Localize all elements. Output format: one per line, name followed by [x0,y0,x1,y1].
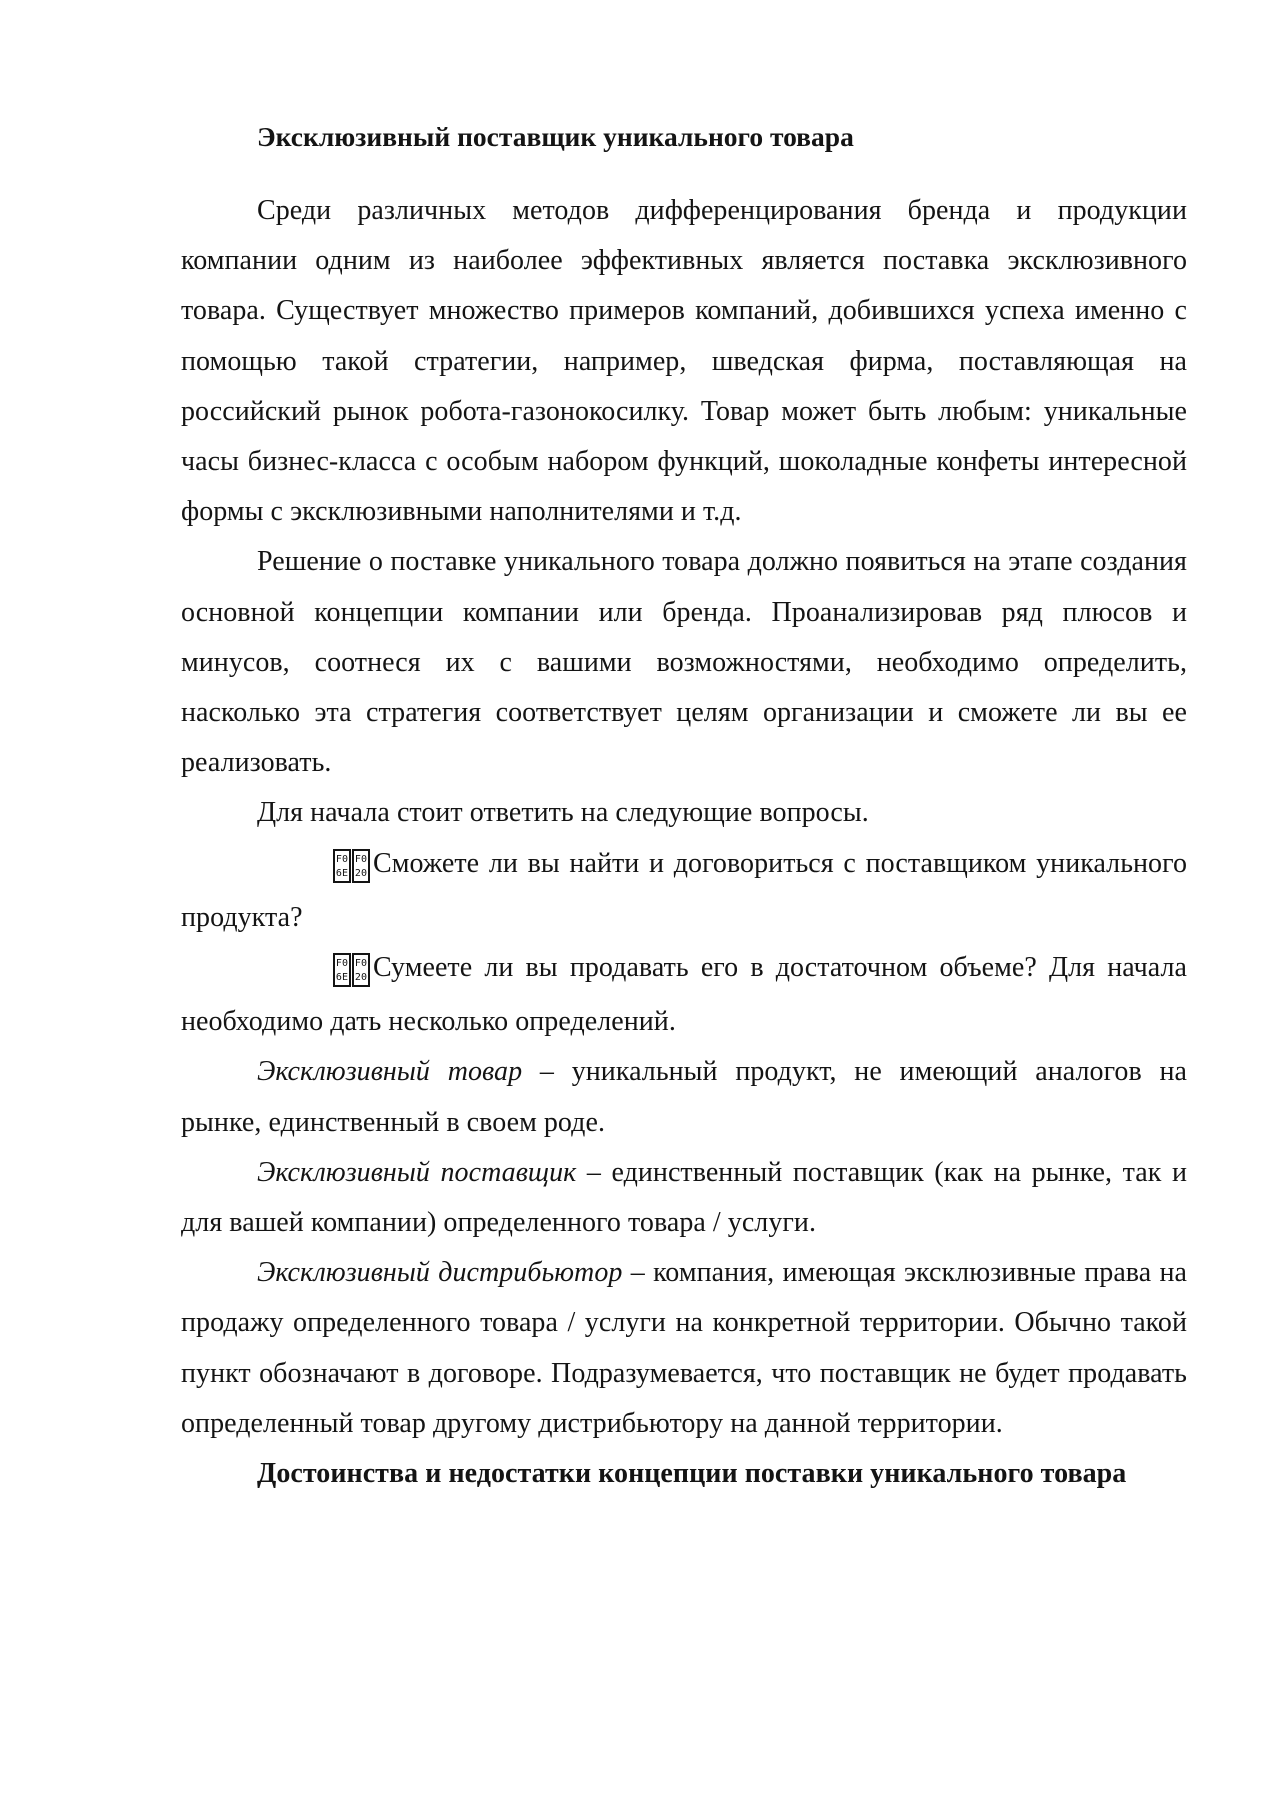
definition-text: – уникальный продукт, не имеющий аналогов на рынке, единственный в своем роде. [181,1056,1187,1138]
missing-glyph-box: F0 6E [333,953,351,987]
document-body [181,112,1187,1499]
definition-term: Эксклюзивный дистрибьютор [257,1257,623,1289]
definition-text: – единственный поставщик (как на рынке, так и для вашей компании) определенного товара / услуги. [181,1156,1187,1239]
definition-exclusive-product [181,1047,1187,1147]
bullet-item [181,839,1187,943]
bullet-item [181,943,1187,1047]
definition-text: – компания, имеющая эксклюзивные права на продажу определенного товара / услуги на конкретной территории. Обычно такой пункт обозначают в договоре. Подразумевается, что поставщик не будет продавать определенный товар другому дистрибьютору на данной территории. [181,1257,1187,1439]
bullet-text: Сумеете ли вы продавать его в достаточном объеме? Для начала необходимо дать несколько определений. [181,952,1187,1038]
missing-glyph-box: F0 6E [333,849,351,883]
missing-glyph-box: F0 20 [352,953,370,987]
paragraph-intro: Среди различных методов дифференцирования бренда и продукции компании одним из наиболее эффективных является поставка эксклюзивного товара. Существует множество примеров компаний, добившихся успеха именно с помощью такой стратегии, например, шведская фирма, поставляющая на российский рынок робота-газонокосилку. Товар может быть любым: уникальные часы бизнес-класса с особым набором функций, шоколадные конфеты интересной формы с эксклюзивными наполнителями и т.д. [181,195,1187,528]
definition-exclusive-supplier [181,1148,1187,1248]
bullet-text: Сможете ли вы найти и договориться с поставщиком уникального продукта? [181,847,1187,933]
missing-glyph-icon [257,947,371,997]
missing-glyph-icon [257,843,371,893]
definition-exclusive-distributor [181,1248,1187,1449]
document-title: Эксклюзивный поставщик уникального товара [257,121,854,152]
definition-term: Эксклюзивный поставщик [257,1156,577,1188]
paragraph-questions-lead: Для начала стоит ответить на следующие вопросы. [257,797,869,829]
paragraph-decision: Решение о поставке уникального товара должно появиться на этапе создания основной концепции компании или бренда. Проанализировав ряд плюсов и минусов, соотнеся их с вашими возможностями, необходимо определить, насколько эта стратегия соответствует целям организации и сможете ли вы ее реализовать. [181,546,1187,779]
section-heading: Достоинства и недостатки концепции поставки уникального товара [257,1458,1127,1490]
missing-glyph-box: F0 20 [352,849,370,883]
definition-term: Эксклюзивный товар [257,1056,523,1088]
